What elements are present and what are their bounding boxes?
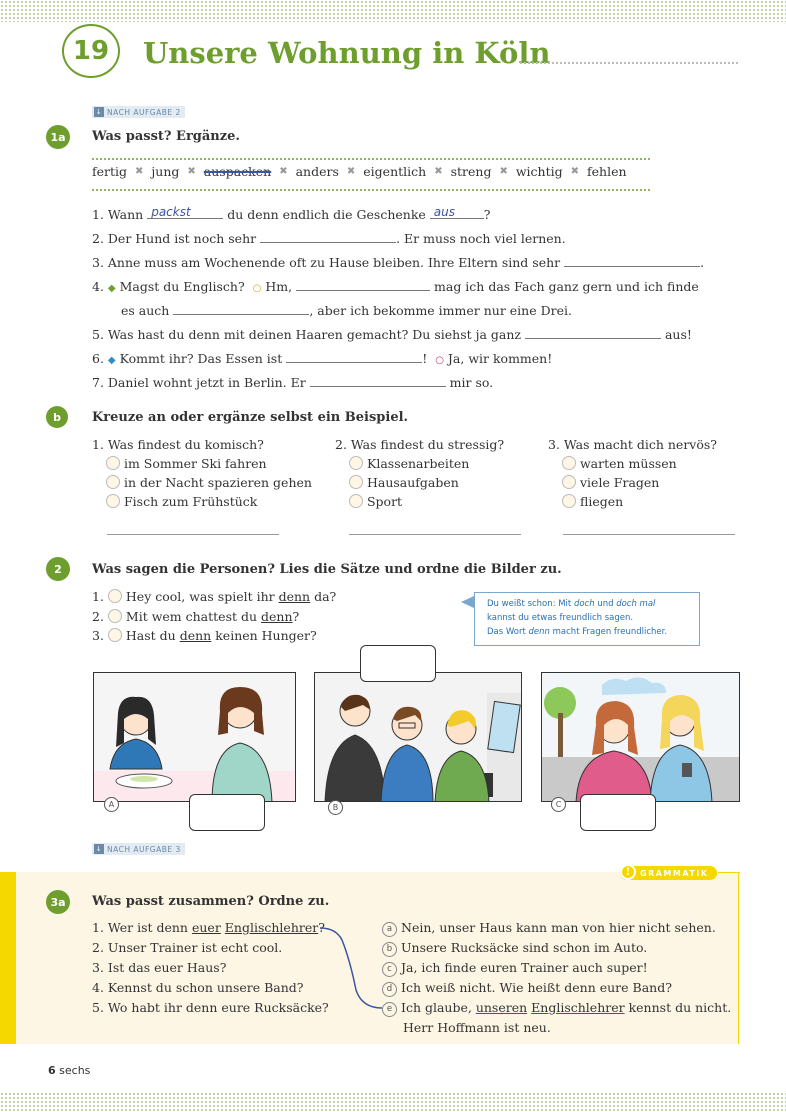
statement-1 — [92, 589, 336, 604]
speech-bubble-c[interactable] — [580, 794, 656, 831]
page-number-word: sechs — [59, 1064, 91, 1077]
bottom-dot-pattern — [0, 1092, 786, 1112]
word-box — [92, 164, 652, 179]
grammar-border-top — [718, 872, 740, 873]
match-right-e-cont: Herr Hoffmann ist neu. — [403, 1020, 551, 1035]
option-label: in der Nacht spazieren gehen — [123, 475, 312, 490]
sentence-5 — [92, 326, 692, 342]
wordbox-bottom-border — [92, 184, 650, 191]
illustration-boys-gaming — [315, 673, 522, 802]
cross-icon: ✖ — [279, 166, 288, 177]
illustration-girls-eating — [94, 673, 296, 802]
option-row[interactable] — [548, 475, 748, 490]
underlined-word: denn — [261, 609, 293, 624]
answer-blank[interactable] — [310, 374, 446, 387]
tip-line-3 — [487, 625, 687, 639]
text: 1. — [92, 589, 104, 604]
underlined-word: Englischlehrer — [531, 1000, 625, 1015]
word-item: wichtig — [515, 164, 563, 179]
sentence-3 — [92, 254, 704, 270]
speech-bubble-a[interactable] — [189, 794, 265, 831]
wordbox-top-border — [92, 153, 650, 160]
text: 7. Daniel wohnt jetzt in Berlin. Er — [92, 375, 306, 390]
cross-icon: ✖ — [570, 166, 580, 177]
option-label: Hausaufgaben — [366, 475, 459, 490]
illustration-girls-phone — [542, 673, 740, 802]
text: doch — [573, 599, 595, 609]
blue-diamond-icon: ◆ — [107, 355, 116, 366]
sentence-4-cont — [121, 302, 572, 318]
text: Ich weiß nicht. Wie heißt denn eure Band? — [401, 980, 672, 995]
grammar-border-right — [738, 872, 739, 1044]
column-question: 3. Was macht dich nervös? — [548, 437, 718, 452]
checkbox-circle[interactable] — [106, 456, 120, 470]
column-question: 2. Was findest du stressig? — [335, 437, 505, 452]
underlined-word: denn — [179, 628, 212, 643]
match-right-a — [382, 920, 716, 937]
exercise-badge-3a: 3a — [46, 890, 70, 914]
match-right-e — [382, 1000, 731, 1017]
option-row[interactable] — [548, 494, 748, 509]
statement-2 — [92, 609, 299, 624]
text: Kommt ihr? Das Essen ist — [119, 351, 283, 366]
exercise-heading-3a: Was passt zusammen? Ordne zu. — [92, 894, 330, 909]
red-circle-icon: ○ — [435, 355, 444, 366]
sentence-2 — [92, 230, 566, 246]
matching-connector-line — [318, 920, 388, 1020]
tip-line-2: kannst du etwas freundlich sagen. — [487, 613, 634, 623]
option-label: im Sommer Ski fahren — [123, 456, 267, 471]
text: Unsere Rucksäcke sind schon im Auto. — [401, 940, 648, 955]
checkbox-circle[interactable] — [562, 475, 576, 489]
cross-icon: ✖ — [187, 166, 196, 177]
nach-aufgabe-label: NACH AUFGABE 3 — [107, 844, 181, 854]
text: ? — [292, 609, 300, 624]
grammar-badge: GRAMMATIK — [620, 866, 717, 880]
option-label: fliegen — [579, 494, 624, 509]
option-label: viele Fragen — [579, 475, 660, 490]
text: Magst du Englisch? — [119, 279, 245, 294]
page-title: Unsere Wohnung in Köln — [143, 36, 551, 70]
text: 1. Wann — [92, 207, 144, 222]
checkbox-circle[interactable] — [562, 494, 576, 508]
underlined-word: euer — [191, 920, 221, 935]
checkbox-circle[interactable] — [349, 456, 363, 470]
answer-letter-c[interactable]: c — [382, 962, 397, 977]
cross-icon: ✖ — [346, 166, 356, 177]
exercise-heading-1b: Kreuze an oder ergänze selbst ein Beispiel. — [92, 410, 409, 425]
underlined-word: unseren — [475, 1000, 528, 1015]
text: Mit wem chattest du — [125, 609, 258, 624]
checkbox-circle[interactable] — [106, 475, 120, 489]
option-row[interactable] — [548, 456, 748, 471]
text: . Er muss noch viel lernen. — [396, 231, 566, 246]
text: keinen Hunger? — [215, 628, 317, 643]
picture-label-a: A — [104, 797, 119, 812]
handwritten-answer: packst — [151, 205, 191, 219]
text: du denn endlich die Geschenke — [227, 207, 426, 222]
word-item: eigentlich — [363, 164, 427, 179]
nach-aufgabe-label: NACH AUFGABE 2 — [107, 107, 181, 117]
picture-b — [314, 672, 522, 802]
word-item: streng — [450, 164, 492, 179]
answer-letter-e[interactable]: e — [382, 1002, 397, 1017]
answer-circle[interactable] — [108, 609, 122, 623]
tip-line-1 — [487, 597, 687, 611]
title-dotted-line — [520, 62, 738, 64]
text: kennst du nicht. — [628, 1000, 732, 1015]
match-right-d — [382, 980, 672, 997]
text: 3. — [92, 628, 104, 643]
write-line[interactable] — [107, 534, 279, 535]
option-row[interactable] — [92, 456, 332, 471]
word-item: fehlen — [587, 164, 627, 179]
tip-box — [474, 592, 700, 646]
option-label: warten müssen — [579, 456, 677, 471]
picture-label-b: B — [328, 800, 343, 815]
option-row[interactable] — [92, 475, 332, 490]
text: Hast du — [125, 628, 176, 643]
text: und — [597, 599, 614, 609]
top-dot-pattern — [0, 0, 786, 22]
text: Hey cool, was spielt ihr — [125, 589, 275, 604]
cross-icon: ✖ — [434, 166, 443, 177]
match-left-2: 2. Unser Trainer ist echt cool. — [92, 940, 283, 955]
picture-label-c: C — [551, 797, 566, 812]
text: ? — [318, 920, 325, 935]
statement-3 — [92, 628, 317, 643]
match-left-1 — [92, 920, 325, 935]
word-item: jung — [151, 164, 180, 179]
picture-a — [93, 672, 296, 802]
cross-icon: ✖ — [135, 166, 144, 177]
option-row[interactable] — [92, 494, 332, 509]
column-question: 1. Was findest du komisch? — [92, 437, 264, 452]
down-arrow-icon: ↓ — [95, 845, 103, 853]
text: ! — [422, 351, 428, 366]
text: Du weißt schon: Mit — [487, 599, 572, 609]
unit-number: 19 — [62, 24, 120, 78]
text: macht Fragen freundlicher. — [552, 627, 668, 637]
match-left-5: 5. Wo habt ihr denn eure Rucksäcke? — [92, 1000, 329, 1015]
text: Das Wort — [487, 627, 526, 637]
question-column-3 — [548, 437, 748, 509]
text: . — [700, 255, 705, 270]
write-line[interactable] — [349, 534, 521, 535]
sentence-7 — [92, 374, 493, 390]
write-line[interactable] — [563, 534, 735, 535]
sentence-6 — [92, 350, 552, 366]
tip-box-pointer — [461, 596, 474, 608]
text: es auch — [121, 303, 170, 318]
exclamation-icon: ! — [620, 864, 636, 880]
text: 1. Wer ist denn — [92, 920, 188, 935]
nach-aufgabe-tag — [92, 106, 185, 118]
text: , aber ich bekomme immer nur eine Drei. — [309, 303, 572, 318]
option-row[interactable] — [335, 494, 535, 509]
text: aus! — [664, 327, 692, 342]
answer-letter-a[interactable]: a — [382, 922, 397, 937]
exercise-heading-1a: Was passt? Ergänze. — [92, 129, 240, 144]
checkbox-circle[interactable] — [349, 494, 363, 508]
text: mir so. — [449, 375, 494, 390]
match-right-c — [382, 960, 648, 977]
green-diamond-icon: ◆ — [107, 283, 116, 294]
match-left-4: 4. Kennst du schon unsere Band? — [92, 980, 304, 995]
down-arrow-icon: ↓ — [95, 108, 103, 116]
exercise-badge-2: 2 — [46, 557, 70, 581]
match-left-3: 3. Ist das euer Haus? — [92, 960, 227, 975]
text: ? — [483, 207, 491, 222]
exercise-heading-2: Was sagen die Personen? Lies die Sätze und ordne die Bilder zu. — [92, 562, 562, 577]
text: 2. Der Hund ist noch sehr — [92, 231, 257, 246]
text: mag ich das Fach ganz gern und ich finde — [434, 279, 699, 294]
answer-blank[interactable] — [173, 302, 309, 315]
sentence-1 — [92, 206, 490, 222]
question-column-1 — [92, 437, 332, 509]
text: 3. Anne muss am Wochenende oft zu Hause bleiben. Ihre Eltern sind sehr — [92, 255, 561, 270]
checkbox-circle[interactable] — [349, 475, 363, 489]
text: 5. Was hast du denn mit deinen Haaren gemacht? Du siehst ja ganz — [92, 327, 521, 342]
nach-aufgabe-tag — [92, 843, 185, 855]
answer-circle[interactable] — [108, 589, 122, 603]
exercise-badge-1b: b — [46, 406, 68, 428]
checkbox-circle[interactable] — [562, 456, 576, 470]
option-label: Fisch zum Frühstück — [123, 494, 258, 509]
text: 2. — [92, 609, 104, 624]
word-item: fertig — [92, 164, 128, 179]
underlined-word: denn — [278, 589, 311, 604]
answer-blank[interactable] — [564, 254, 700, 267]
answer-blank[interactable] — [147, 206, 223, 219]
picture-c — [541, 672, 740, 802]
sentence-4 — [92, 278, 699, 294]
orange-circle-icon: ○ — [252, 283, 262, 294]
answer-letter-b[interactable]: b — [382, 942, 397, 957]
text: denn — [528, 627, 550, 637]
word-item-used: auspacken — [203, 164, 272, 179]
answer-blank[interactable] — [525, 326, 661, 339]
option-row[interactable] — [335, 475, 535, 490]
answer-blank[interactable] — [296, 278, 430, 291]
text: Hm, — [265, 279, 293, 294]
text: Ja, ich finde euren Trainer auch super! — [401, 960, 648, 975]
option-label: Sport — [366, 494, 403, 509]
page-number: 6 — [48, 1064, 56, 1077]
handwritten-answer: aus — [433, 205, 455, 219]
text: 6. — [92, 351, 104, 366]
answer-blank[interactable] — [286, 350, 422, 363]
speech-bubble-b[interactable] — [360, 645, 436, 682]
grammar-side-bar — [0, 872, 16, 1044]
answer-letter-d[interactable]: d — [382, 982, 397, 997]
page-footer — [48, 1064, 90, 1077]
answer-blank[interactable] — [260, 230, 396, 243]
question-column-2 — [335, 437, 535, 509]
answer-circle[interactable] — [108, 628, 122, 642]
text: 4. — [92, 279, 104, 294]
match-right-b — [382, 940, 647, 957]
word-item: anders — [295, 164, 339, 179]
answer-blank[interactable] — [430, 206, 484, 219]
underlined-word: Englischlehrer — [224, 920, 319, 935]
option-label: Klassenarbeiten — [366, 456, 470, 471]
option-row[interactable] — [335, 456, 535, 471]
exercise-badge-1a: 1a — [46, 125, 70, 149]
text: doch mal — [616, 599, 656, 609]
text: Nein, unser Haus kann man von hier nicht sehen. — [401, 920, 716, 935]
text: Ja, wir kommen! — [447, 351, 553, 366]
checkbox-circle[interactable] — [106, 494, 120, 508]
text: da? — [314, 589, 337, 604]
text: Ich glaube, — [401, 1000, 472, 1015]
cross-icon: ✖ — [499, 166, 508, 177]
